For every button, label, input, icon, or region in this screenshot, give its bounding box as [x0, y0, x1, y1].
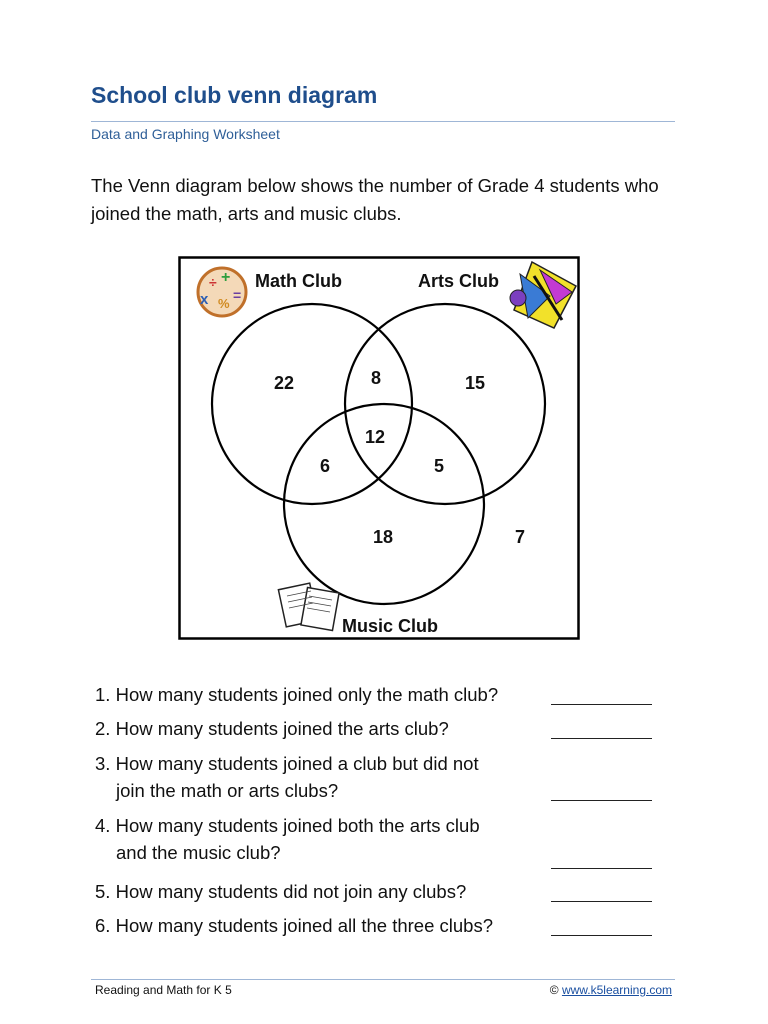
math-symbols-icon [198, 268, 246, 316]
svg-text:%: % [218, 296, 230, 311]
svg-text:x: x [200, 291, 209, 308]
footer-divider [91, 979, 675, 980]
footer-left-text: Reading and Math for K 5 [95, 983, 232, 997]
region-none: 7 [514, 527, 526, 547]
region-arts-music: 5 [433, 456, 445, 476]
question-1: 1. How many students joined only the math club? [95, 684, 499, 705]
question-text: How many students joined the arts club? [115, 718, 449, 739]
header-divider [91, 121, 675, 122]
question-text: How many students did not join any clubs? [115, 881, 467, 902]
answer-blank-6[interactable] [551, 935, 652, 936]
region-math-only: 22 [273, 373, 295, 393]
svg-text:+: + [221, 269, 231, 286]
copyright-symbol: © [549, 983, 559, 997]
question-4: 4. How many students joined both the arts club and the music club? [95, 812, 480, 866]
region-all-three: 12 [364, 427, 386, 447]
arts-club-label: Arts Club [418, 271, 499, 291]
page-title: School club venn diagram [91, 82, 378, 108]
question-5: 5. How many students did not join any clubs? [95, 881, 467, 902]
question-text-continued: and the music club? [116, 842, 281, 863]
footer-link[interactable]: www.k5learning.com [561, 983, 672, 997]
answer-blank-1[interactable] [551, 704, 652, 705]
question-text: How many students joined all the three clubs? [115, 915, 493, 936]
page-subtitle: Data and Graphing Worksheet [91, 126, 280, 142]
math-club-label: Math Club [255, 271, 342, 291]
region-math-arts: 8 [370, 368, 382, 388]
intro-text: The Venn diagram below shows the number of Grade 4 students who joined the math, arts and music clubs. [91, 175, 659, 224]
region-math-music: 6 [319, 456, 331, 476]
question-text: How many students joined both the arts club [115, 815, 480, 836]
question-text: How many students joined only the math club? [115, 684, 499, 705]
question-2: 2. How many students joined the arts club? [95, 718, 449, 739]
music-club-label: Music Club [342, 616, 439, 636]
footer-right [550, 983, 672, 997]
answer-blank-2[interactable] [551, 738, 652, 739]
answer-blank-4[interactable] [551, 868, 652, 869]
svg-text:÷: ÷ [209, 274, 217, 290]
svg-text:=: = [233, 287, 242, 303]
venn-diagram [178, 256, 580, 640]
venn-frame [180, 258, 579, 639]
region-arts-only: 15 [464, 373, 486, 393]
answer-blank-5[interactable] [551, 901, 652, 902]
region-music-only: 18 [372, 527, 394, 547]
answer-blank-3[interactable] [551, 800, 652, 801]
question-text-continued: join the math or arts clubs? [116, 780, 339, 801]
question-text: How many students joined a club but did not [115, 753, 479, 774]
question-3: 3. How many students joined a club but did not join the math or arts clubs? [95, 750, 479, 804]
question-6: 6. How many students joined all the three clubs? [95, 915, 493, 936]
